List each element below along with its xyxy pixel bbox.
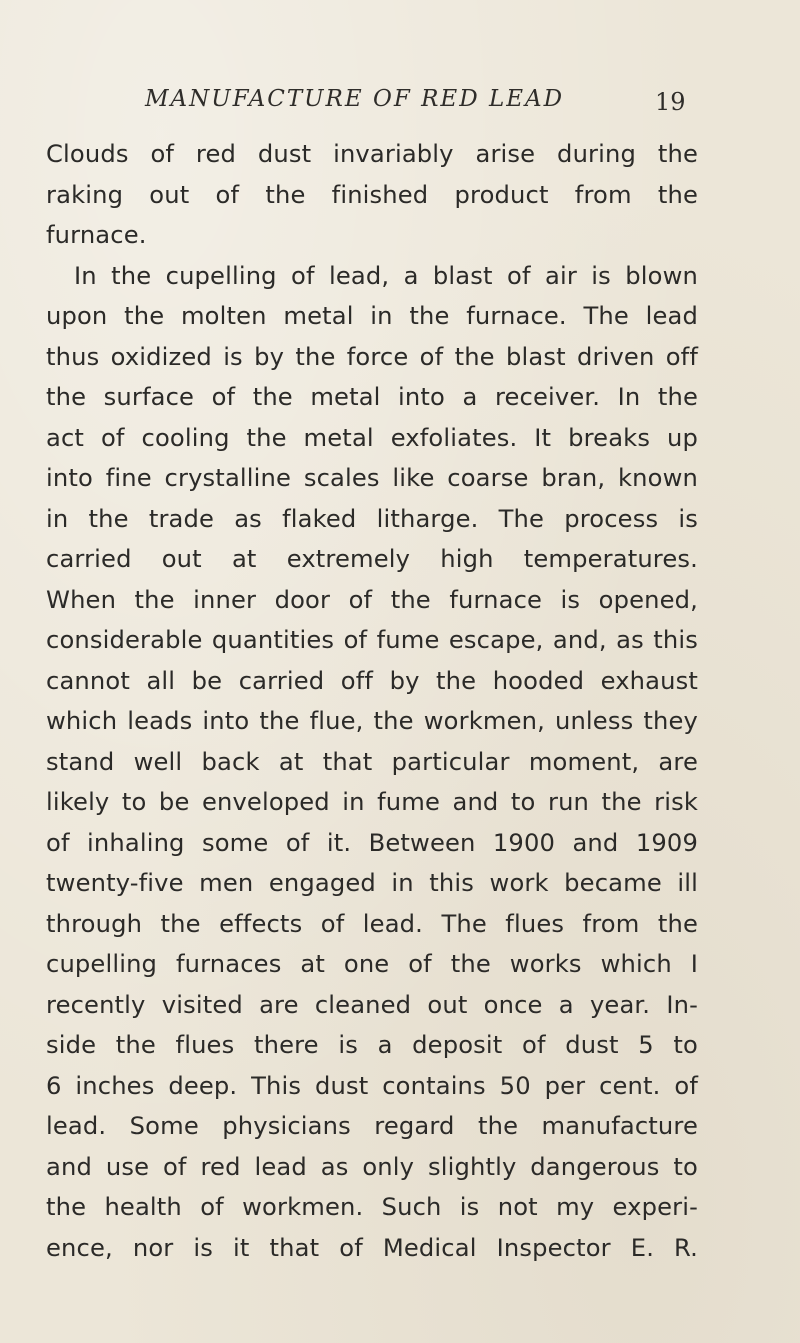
body-text (46, 134, 698, 1268)
running-head (0, 86, 800, 126)
text-line: and use of red lead as only slightly dangerous to (46, 1152, 698, 1181)
text-line: In the cupelling of lead, a blast of air is blown (74, 261, 698, 290)
text-line: the health of workmen. Such is not my experi- (46, 1193, 698, 1221)
text-line: ence, nor is it that of Medical Inspector E. R. (46, 1233, 698, 1262)
text-line: carried out at extremely high temperatures. (46, 545, 698, 573)
text-line: Clouds of red dust invariably arise during the (46, 140, 698, 168)
text-line: cannot all be carried off by the hooded exhaust (46, 666, 698, 695)
text-line: into fine crystalline scales like coarse bran, known (46, 464, 698, 492)
text-line: stand well back at that particular moment, are (46, 747, 698, 776)
text-line: likely to be enveloped in fume and to run the risk (46, 788, 698, 816)
text-line: considerable quantities of fume escape, and, as this (46, 626, 698, 654)
text-line: act of cooling the metal exfoliates. It breaks up (46, 423, 698, 452)
running-title: MANUFACTURE OF RED LEAD (145, 86, 565, 112)
text-line: side the flues there is a deposit of dust 5 to (46, 1031, 698, 1059)
text-line: cupelling furnaces at one of the works which I (46, 950, 698, 978)
page-number: 19 (655, 88, 686, 116)
text-line: recently visited are cleaned out once a year. In- (46, 990, 698, 1019)
text-line: thus oxidized is by the force of the blast driven off (46, 342, 698, 371)
text-line: of inhaling some of it. Between 1900 and 1909 (46, 828, 698, 857)
text-line: the surface of the metal into a receiver. In the (46, 383, 698, 411)
text-line: raking out of the finished product from the (46, 180, 698, 209)
text-line: upon the molten metal in the furnace. The lead (46, 302, 698, 330)
text-line: When the inner door of the furnace is opened, (46, 585, 698, 614)
text-line: which leads into the flue, the workmen, unless they (46, 707, 698, 735)
text-line: through the effects of lead. The flues from the (46, 909, 698, 938)
text-line: lead. Some physicians regard the manufacture (46, 1112, 698, 1140)
text-line: furnace. (46, 221, 147, 249)
text-line: 6 inches deep. This dust contains 50 per cent. of (46, 1071, 698, 1100)
text-line: twenty-five men engaged in this work became ill (46, 869, 698, 897)
text-line: in the trade as flaked litharge. The process is (46, 504, 698, 533)
